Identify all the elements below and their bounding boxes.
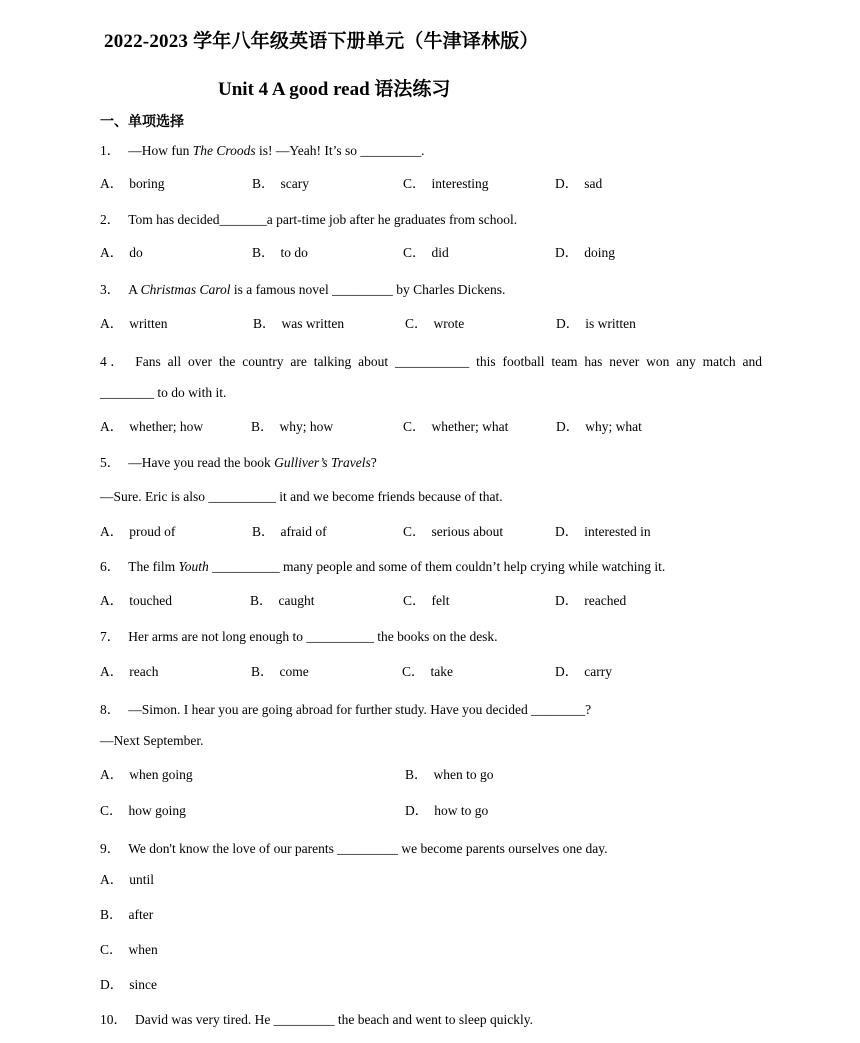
q5-option-b[interactable]: B． afraid of (252, 524, 327, 539)
question-6: 6． The film Youth __________ many people and some of them couldn’t help crying while watching it. (100, 559, 666, 574)
q1-option-c[interactable]: C． interesting (403, 176, 489, 191)
q3-option-c[interactable]: C． wrote (405, 316, 465, 331)
q9-option-c[interactable]: C． when (100, 942, 158, 957)
q1-option-a[interactable]: A． boring (100, 176, 165, 191)
q8-option-a[interactable]: A． when going (100, 767, 193, 782)
q7-option-b[interactable]: B． come (251, 664, 309, 679)
q5-option-c[interactable]: C． serious about (403, 524, 504, 539)
q7-option-a[interactable]: A． reach (100, 664, 159, 679)
q8-option-c[interactable]: C． how going (100, 803, 186, 818)
q3-option-d[interactable]: D． is written (556, 316, 636, 331)
question-10: 10． David was very tired. He _________ the beach and went to sleep quickly. (100, 1012, 534, 1027)
q1-option-d[interactable]: D． sad (555, 176, 603, 191)
q6-option-d[interactable]: D． reached (555, 593, 627, 608)
q2-option-a[interactable]: A． do (100, 245, 143, 260)
question-8-continued: —Next September. (100, 733, 204, 748)
q5-option-a[interactable]: A． proud of (100, 524, 176, 539)
question-4-continued: ________ to do with it. (100, 385, 227, 400)
document-subtitle: Unit 4 A good read 语法练习 (218, 79, 451, 100)
q4-option-a[interactable]: A． whether; how (100, 419, 204, 434)
q3-option-b[interactable]: B． was written (253, 316, 345, 331)
q4-option-b[interactable]: B． why; how (251, 419, 334, 434)
q6-option-b[interactable]: B． caught (250, 593, 315, 608)
question-1: 1． —How fun The Croods is! —Yeah! It’s so _________. (100, 143, 425, 158)
question-5-continued: —Sure. Eric is also __________ it and we become friends because of that. (100, 489, 503, 504)
question-3: 3． A Christmas Carol is a famous novel _________ by Charles Dickens. (100, 282, 506, 297)
document-title: 2022-2023 学年八年级英语下册单元（牛津译林版） (104, 31, 539, 52)
question-2: 2． Tom has decided_______a part-time job after he graduates from school. (100, 212, 518, 227)
question-7: 7． Her arms are not long enough to __________ the books on the desk. (100, 629, 498, 644)
q7-option-d[interactable]: D． carry (555, 664, 612, 679)
q5-option-d[interactable]: D． interested in (555, 524, 651, 539)
q4-option-c[interactable]: C． whether; what (403, 419, 509, 434)
q1-option-b[interactable]: B． scary (252, 176, 309, 191)
q9-option-a[interactable]: A． until (100, 872, 155, 887)
q2-option-c[interactable]: C． did (403, 245, 449, 260)
q3-option-a[interactable]: A． written (100, 316, 168, 331)
q9-option-b[interactable]: B． after (100, 907, 154, 922)
q6-option-c[interactable]: C． felt (403, 593, 450, 608)
q9-option-d[interactable]: D． since (100, 977, 157, 992)
q8-option-b[interactable]: B． when to go (405, 767, 494, 782)
question-5: 5． —Have you read the book Gulliver’s Travels? (100, 455, 377, 470)
q6-option-a[interactable]: A． touched (100, 593, 172, 608)
q2-option-d[interactable]: D． doing (555, 245, 616, 260)
question-8: 8． —Simon. I hear you are going abroad for further study. Have you decided ________? (100, 702, 592, 717)
question-9: 9． We don't know the love of our parents _________ we become parents ourselves one day. (100, 841, 608, 856)
q7-option-c[interactable]: C． take (402, 664, 454, 679)
q8-option-d[interactable]: D． how to go (405, 803, 489, 818)
q2-option-b[interactable]: B． to do (252, 245, 308, 260)
section-heading: 一、单项选择 (100, 114, 184, 130)
question-4: 4． Fans all over the country are talking about ___________ this football team has never won any match and (100, 354, 763, 369)
q4-option-d[interactable]: D． why; what (556, 419, 642, 434)
